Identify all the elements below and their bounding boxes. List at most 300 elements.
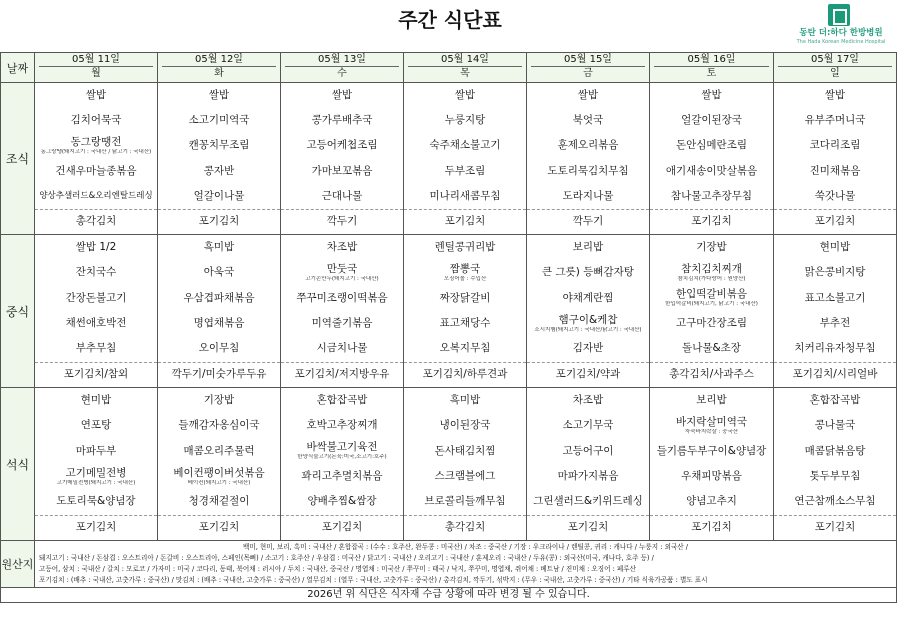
menu-item-name: 돌나물&초장 xyxy=(682,342,741,355)
menu-item-name: 표고소불고기 xyxy=(804,291,866,304)
menu-item xyxy=(158,133,280,158)
menu-item-name: 아욱국 xyxy=(203,266,235,279)
day-header xyxy=(158,53,281,83)
menu-item-name: 훈제오리볶음 xyxy=(557,139,619,152)
menu-item-name: 쌀밥 xyxy=(454,89,476,102)
menu-item-name: 들기름두부구이&양념장 xyxy=(656,444,767,457)
day-of-week: 토 xyxy=(706,68,717,79)
menu-item-name: 쌀밥 xyxy=(331,89,353,102)
menu-item xyxy=(281,388,403,413)
menu-item xyxy=(527,489,649,514)
menu-item-name: 흑미밥 xyxy=(203,241,235,254)
menu-item-name: 소고기무국 xyxy=(562,419,614,432)
menu-item-name: 동그랑땡전 xyxy=(70,135,122,148)
menu-item xyxy=(404,388,526,413)
menu-item xyxy=(774,260,896,285)
menu-cell xyxy=(774,235,897,388)
menu-item xyxy=(35,184,157,209)
menu-item-name: 포기김치/참외 xyxy=(63,368,129,381)
menu-item xyxy=(35,489,157,514)
origin-row xyxy=(1,541,897,588)
menu-item xyxy=(281,336,403,361)
menu-item xyxy=(404,439,526,464)
menu-item-name: 콩가루배추국 xyxy=(311,114,373,127)
menu-item xyxy=(404,311,526,336)
day-of-week: 금 xyxy=(583,68,593,79)
menu-item-name: 돈사태김치찜 xyxy=(434,444,496,457)
menu-item-name: 보리밥 xyxy=(696,394,727,407)
menu-item-name: 혼합잡곡밥 xyxy=(809,394,861,407)
menu-item xyxy=(527,209,649,234)
meal-label: 중식 xyxy=(1,235,35,388)
menu-item xyxy=(404,158,526,183)
menu-cell xyxy=(774,83,897,235)
menu-item xyxy=(35,515,157,540)
menu-item-name: 참치김치찌개 xyxy=(681,262,742,275)
menu-item xyxy=(404,133,526,158)
menu-item xyxy=(158,286,280,311)
menu-item-name: 포기김치/하루견과 xyxy=(422,368,508,381)
menu-item-name: 소고기미역국 xyxy=(188,114,250,127)
menu-item-name: 꽈리고추멸치볶음 xyxy=(301,470,383,483)
menu-item xyxy=(404,108,526,133)
menu-item-name: 누룽지탕 xyxy=(444,114,486,127)
menu-item xyxy=(774,464,896,489)
menu-cell xyxy=(404,235,527,388)
menu-item-name: 잔치국수 xyxy=(75,266,117,279)
menu-item xyxy=(35,464,157,489)
menu-item-name: 청경채겉절이 xyxy=(188,495,250,508)
menu-cell xyxy=(158,83,281,235)
menu-item-name: 건새우마늘종볶음 xyxy=(55,164,137,177)
menu-item xyxy=(774,336,896,361)
menu-item xyxy=(650,158,773,183)
menu-item-name: 고구마간장조림 xyxy=(675,317,747,330)
menu-item xyxy=(158,439,280,464)
menu-item-name: 포기김치 xyxy=(691,521,732,534)
menu-item xyxy=(281,413,403,438)
menu-cell xyxy=(404,388,527,541)
menu-item xyxy=(404,362,526,387)
menu-item-name: 근대나물 xyxy=(321,189,363,202)
menu-item-name: 차조밥 xyxy=(572,394,604,407)
day-date: 05월 12일 xyxy=(162,54,276,67)
menu-item xyxy=(35,311,157,336)
menu-item-name: 고기메밀전병 xyxy=(65,466,127,479)
menu-item-name: 포기김치 xyxy=(75,521,117,534)
menu-cell xyxy=(281,235,404,388)
hospital-logo xyxy=(786,4,896,46)
menu-item-name: 고등어케첩조림 xyxy=(306,139,378,152)
origin-note: 오징어볼 : 수입산 xyxy=(443,275,487,282)
menu-item-name: 기장밥 xyxy=(203,394,235,407)
menu-item-name: 도토리묵&양념장 xyxy=(56,495,136,508)
menu-item-name: 쌀밥 xyxy=(577,89,599,102)
day-of-week: 월 xyxy=(91,68,101,79)
menu-item xyxy=(158,489,280,514)
meal-row xyxy=(1,388,897,541)
menu-item-name: 표고채당수 xyxy=(439,317,491,330)
menu-item xyxy=(35,439,157,464)
date-corner-label: 날짜 xyxy=(1,53,35,83)
menu-item xyxy=(158,413,280,438)
menu-cell xyxy=(527,388,650,541)
footer-row xyxy=(1,588,897,603)
menu-item xyxy=(35,158,157,183)
menu-item xyxy=(281,235,403,260)
day-header xyxy=(404,53,527,83)
day-date: 05월 15일 xyxy=(531,54,645,67)
meal-label: 석식 xyxy=(1,388,35,541)
menu-item-name: 명엽채볶음 xyxy=(193,317,245,330)
menu-item-name: 깍두기/미숫가루두유 xyxy=(171,368,267,381)
menu-item-name: 코다리조림 xyxy=(809,139,861,152)
origin-note: 동그랑땡(돼지고기 : 국내산 / 닭고기 : 국내산) xyxy=(40,148,152,155)
menu-item xyxy=(158,108,280,133)
menu-item xyxy=(404,83,526,108)
menu-item-name: 총각김치 xyxy=(444,521,486,534)
menu-item-name: 김치어묵국 xyxy=(70,114,122,127)
menu-cell xyxy=(650,235,774,388)
menu-item xyxy=(35,413,157,438)
menu-item-name: 가마보꼬볶음 xyxy=(311,164,373,177)
header-row xyxy=(1,53,897,83)
menu-item-name: 짜장닭갈비 xyxy=(439,291,491,304)
menu-item-name: 우채피망볶음 xyxy=(681,470,742,483)
menu-item xyxy=(527,362,649,387)
meal-row xyxy=(1,83,897,235)
origin-note: 자숙바지락살 : 중국산 xyxy=(684,428,739,435)
day-of-week: 목 xyxy=(460,68,470,79)
day-date: 05월 14일 xyxy=(408,54,522,67)
menu-item xyxy=(774,388,896,413)
menu-item xyxy=(281,133,403,158)
menu-item xyxy=(527,311,649,336)
page-title: 주간 식단표 xyxy=(398,8,502,32)
origin-info xyxy=(35,541,897,588)
menu-item xyxy=(650,439,773,464)
menu-item xyxy=(774,108,896,133)
menu-item-name: 바싹불고기육전 xyxy=(306,441,378,454)
menu-item-name: 브로콜리들깨무침 xyxy=(424,495,506,508)
menu-item-name: 차조밥 xyxy=(326,241,358,254)
menu-item-name: 참나물고추장무침 xyxy=(670,189,753,202)
menu-item xyxy=(35,388,157,413)
origin-label: 원산지 xyxy=(1,541,35,588)
menu-item-name: 쭈꾸미조랭이떡볶음 xyxy=(296,291,388,304)
menu-cell xyxy=(650,388,774,541)
menu-item xyxy=(35,286,157,311)
menu-item-name: 콩나물국 xyxy=(814,419,856,432)
menu-item xyxy=(281,489,403,514)
menu-item-name: 베이컨팽이버섯볶음 xyxy=(173,466,265,479)
menu-item-name: 부추무침 xyxy=(75,342,117,355)
menu-item-name: 쌀밥 xyxy=(824,89,846,102)
day-of-week: 일 xyxy=(830,68,840,79)
menu-item-name: 얼갈이나물 xyxy=(193,189,245,202)
menu-item xyxy=(527,286,649,311)
menu-cell xyxy=(404,83,527,235)
logo-subtitle: The Hada Korean Medicine Hospital xyxy=(796,39,886,45)
menu-item xyxy=(404,286,526,311)
menu-item xyxy=(158,209,280,234)
menu-item xyxy=(650,133,773,158)
menu-item xyxy=(281,439,403,464)
menu-item xyxy=(404,413,526,438)
menu-item-name: 기장밥 xyxy=(696,241,727,254)
menu-item xyxy=(650,83,773,108)
menu-item xyxy=(281,515,403,540)
menu-item xyxy=(158,311,280,336)
menu-item-name: 양상추샐러드&오리엔탈드레싱 xyxy=(39,190,153,201)
menu-item-name: 오복지무침 xyxy=(439,342,491,355)
menu-item xyxy=(650,388,773,413)
menu-item-name: 채썬애호박전 xyxy=(65,317,127,330)
menu-cell xyxy=(35,83,158,235)
logo-name: 동탄 더:하다 한방병원 xyxy=(799,28,883,38)
day-header xyxy=(281,53,404,83)
menu-item xyxy=(281,83,403,108)
menu-item xyxy=(774,235,896,260)
menu-item xyxy=(527,260,649,285)
menu-item xyxy=(158,515,280,540)
menu-item xyxy=(774,489,896,514)
menu-item-name: 총각김치/사과주스 xyxy=(669,368,754,381)
menu-item xyxy=(404,260,526,285)
day-of-week: 화 xyxy=(214,68,224,79)
menu-item xyxy=(35,235,157,260)
menu-item-name: 쌀밥 xyxy=(208,89,230,102)
menu-item-name: 진미채볶음 xyxy=(809,164,861,177)
day-header xyxy=(774,53,897,83)
menu-item xyxy=(527,235,649,260)
footer-notice: 2026년 위 식단은 식자재 수급 상황에 따라 변경 될 수 있습니다. xyxy=(1,588,897,603)
menu-cell xyxy=(527,83,650,235)
menu-item-name: 호박고추장찌개 xyxy=(306,419,378,432)
menu-item xyxy=(158,362,280,387)
menu-cell xyxy=(35,388,158,541)
menu-item-name: 얼갈이된장국 xyxy=(681,114,742,127)
menu-item-name: 포기김치 xyxy=(691,215,732,228)
menu-item xyxy=(774,209,896,234)
menu-item-name: 야채계란찜 xyxy=(562,291,614,304)
menu-item-name: 쌀밥 1/2 xyxy=(75,241,117,254)
menu-item-name: 현미밥 xyxy=(819,241,851,254)
menu-item-name: 유부주머니국 xyxy=(804,114,866,127)
menu-item-name: 포기김치/약과 xyxy=(555,368,621,381)
menu-item-name: 마파가지볶음 xyxy=(557,470,619,483)
day-of-week: 수 xyxy=(337,68,347,79)
menu-item-name: 김자반 xyxy=(572,342,604,355)
menu-item-name: 포기김치/저지방우유 xyxy=(294,368,390,381)
menu-item-name: 깍두기 xyxy=(572,215,604,228)
menu-item-name: 그린샐러드&키위드레싱 xyxy=(533,495,643,508)
menu-item xyxy=(281,464,403,489)
menu-item-name: 캔꽁치무조림 xyxy=(188,139,250,152)
menu-cell xyxy=(158,235,281,388)
menu-item-name: 간장돈불고기 xyxy=(65,291,127,304)
menu-item xyxy=(281,209,403,234)
menu-item xyxy=(527,133,649,158)
menu-item xyxy=(527,83,649,108)
menu-cell xyxy=(281,83,404,235)
day-header xyxy=(35,53,158,83)
menu-cell xyxy=(35,235,158,388)
menu-item xyxy=(158,260,280,285)
menu-item-name: 포기김치/시리얼바 xyxy=(792,368,878,381)
menu-item xyxy=(158,336,280,361)
menu-item xyxy=(774,362,896,387)
menu-item xyxy=(404,336,526,361)
menu-item-name: 양배추찜&쌈장 xyxy=(307,495,377,508)
menu-item xyxy=(774,413,896,438)
menu-cell xyxy=(281,388,404,541)
menu-item xyxy=(774,184,896,209)
menu-item xyxy=(527,184,649,209)
menu-item-name: 포기김치 xyxy=(567,521,609,534)
menu-item-name: 오이무침 xyxy=(198,342,240,355)
menu-item-name: 총각김치 xyxy=(75,215,117,228)
menu-item xyxy=(527,158,649,183)
menu-item-name: 냉이된장국 xyxy=(439,419,491,432)
day-date: 05월 11일 xyxy=(39,54,153,67)
menu-item-name: 도라지나물 xyxy=(562,189,614,202)
origin-line: 포기김치 : (배추 : 국내산, 고춧가루 : 중국산) / 맛김치 : (배추 : 국내산, 고춧가루 : 중국산) / 열무김치 : (열무 : 국내산, 고춧가루 : 중국산) / 총각김치, 깍두기, 섞박지 : (무우 : 국내산, 고춧가루 : 중국산) / 기타 식육가공품 : 별도 표시 xyxy=(39,576,708,584)
menu-item xyxy=(281,286,403,311)
origin-note: 한입떡갈비(돼지고기, 닭고기 : 국내산) xyxy=(665,301,758,308)
menu-item xyxy=(158,464,280,489)
menu-item xyxy=(404,489,526,514)
menu-item xyxy=(650,362,773,387)
menu-item-name: 짬뽕국 xyxy=(449,262,481,275)
menu-item-name: 쌀밥 xyxy=(701,89,722,102)
menu-item-name: 고등어구이 xyxy=(562,444,614,457)
menu-item-name: 두부조림 xyxy=(444,164,486,177)
menu-item-name: 양념고추지 xyxy=(686,495,737,508)
menu-item-name: 포기김치 xyxy=(198,215,240,228)
menu-item xyxy=(650,235,773,260)
origin-note: 고기손만두(돼지고기 : 국내산) xyxy=(305,275,379,282)
menu-item xyxy=(774,515,896,540)
menu-cell xyxy=(650,83,774,235)
menu-item-name: 톳두부무침 xyxy=(809,470,861,483)
menu-item-name: 큰 그릇) 등뼈감자탕 xyxy=(542,266,634,279)
menu-item xyxy=(650,209,773,234)
menu-item-name: 현미밥 xyxy=(80,394,112,407)
menu-item xyxy=(281,260,403,285)
menu-item-name: 도토리묵김치무침 xyxy=(547,164,629,177)
menu-item xyxy=(774,133,896,158)
menu-item xyxy=(404,209,526,234)
menu-item-name: 치커리유자청무침 xyxy=(794,342,876,355)
menu-item xyxy=(650,311,773,336)
menu-item-name: 만둣국 xyxy=(326,262,358,275)
menu-item xyxy=(527,439,649,464)
menu-item-name: 숙주채소불고기 xyxy=(429,139,501,152)
menu-item xyxy=(774,158,896,183)
menu-item xyxy=(158,83,280,108)
menu-item-name: 쌀밥 xyxy=(85,89,107,102)
origin-note: 고기메밀전병(돼지고기 : 국내산) xyxy=(56,479,136,486)
menu-item xyxy=(158,235,280,260)
menu-item xyxy=(527,336,649,361)
menu-item xyxy=(158,388,280,413)
menu-item-name: 매콤오리주물럭 xyxy=(183,444,255,457)
origin-line: 백미, 현미, 보리, 흑미 : 국내산 / 혼합잡곡 : (수수 : 호주산, 완두콩 : 미국산) / 차조 : 중국산 / 기장 : 우크라이나 / 렌틸콩, 귀리 : 캐나다 / 누룽지 : 외국산 / xyxy=(242,543,688,551)
menu-item-name: 포기김치 xyxy=(321,521,363,534)
menu-item-name: 콩자반 xyxy=(203,164,235,177)
menu-item xyxy=(35,260,157,285)
meal-row xyxy=(1,235,897,388)
menu-item-name: 연근참깨소스무침 xyxy=(794,495,876,508)
menu-item-name: 포기김치 xyxy=(444,215,486,228)
menu-item xyxy=(774,286,896,311)
menu-item xyxy=(35,83,157,108)
menu-item-name: 혼합잡곡밥 xyxy=(316,394,368,407)
menu-item-name: 스크램블에그 xyxy=(434,470,496,483)
menu-item xyxy=(35,362,157,387)
menu-item-name: 부추전 xyxy=(819,317,851,330)
menu-item-name: 돈안심메란조림 xyxy=(675,139,747,152)
menu-cell xyxy=(158,388,281,541)
menu-item xyxy=(35,133,157,158)
menu-item xyxy=(527,464,649,489)
menu-item xyxy=(650,260,773,285)
menu-item-name: 바지락살미역국 xyxy=(675,415,747,428)
menu-item xyxy=(35,336,157,361)
menu-item xyxy=(650,464,773,489)
menu-item xyxy=(527,515,649,540)
menu-item xyxy=(158,184,280,209)
menu-item-name: 포기김치 xyxy=(198,521,240,534)
menu-item xyxy=(650,336,773,361)
menu-item xyxy=(650,184,773,209)
origin-note: 한양식불고기(돈육:미국,소고기:호주) xyxy=(297,454,387,461)
menu-item-name: 미역줄기볶음 xyxy=(311,317,373,330)
menu-item xyxy=(650,108,773,133)
menu-item-name: 애기새송이맛살볶음 xyxy=(665,164,758,177)
menu-item-name: 흑미밥 xyxy=(449,394,481,407)
menu-item-name: 마파두부 xyxy=(75,444,117,457)
menu-item xyxy=(527,388,649,413)
origin-line: 고등어, 삼치 : 국내산 / 갈치 : 모로코 / 가자미 : 미국 / 코다리, 동태, 북어채 : 러시아 / 두치 : 국내산, 중국산 / 명엽채 : 미국산 / 쭈꾸미 : 태국 / 낙지, 쭈꾸미, 명엽채, 쥐어채 : 베트남 / 진미채 : 오징어 : 페루산 xyxy=(39,565,637,573)
menu-item xyxy=(527,413,649,438)
menu-item-name: 햄구이&케찹 xyxy=(558,313,618,326)
menu-item-name: 렌틸콩귀리밥 xyxy=(434,241,496,254)
menu-item-name: 보리밥 xyxy=(572,241,604,254)
menu-item xyxy=(404,184,526,209)
menu-item xyxy=(281,311,403,336)
origin-note: 베이컨(돼지고기 : 국내산) xyxy=(187,479,251,486)
menu-item-name: 들깨감자옹심이국 xyxy=(178,419,260,432)
origin-note: 참치김치(가다랑어 : 원양산) xyxy=(677,275,746,282)
menu-item xyxy=(527,108,649,133)
hospital-logo-icon xyxy=(828,4,850,26)
menu-item xyxy=(650,413,773,438)
menu-item-name: 쑥갓나물 xyxy=(814,189,856,202)
menu-item-name: 포기김치 xyxy=(814,215,856,228)
menu-item-name: 북엇국 xyxy=(572,114,604,127)
origin-line: 돼지고기 : 국내산 / 돈삼겹 : 오스트리아 / 돈갈비 : 오스트리아, 스페인(목뼈) / 소고기 : 호주산 / 우삼겹 : 미국산 / 닭고기 : 국내산 / 오리고기 : 국내산 / 훈제오리 : 국내산 / 두유(콩) : 외국산(미국, 캐나다, 호주 등) / xyxy=(39,554,654,562)
menu-item-name: 우삼겹파채볶음 xyxy=(183,291,255,304)
day-header xyxy=(650,53,774,83)
menu-item xyxy=(650,489,773,514)
menu-item-name: 한입떡갈비볶음 xyxy=(675,288,747,301)
menu-item-name: 매콤닭볶음탕 xyxy=(804,444,866,457)
menu-item xyxy=(281,184,403,209)
day-header xyxy=(527,53,650,83)
menu-item xyxy=(404,464,526,489)
